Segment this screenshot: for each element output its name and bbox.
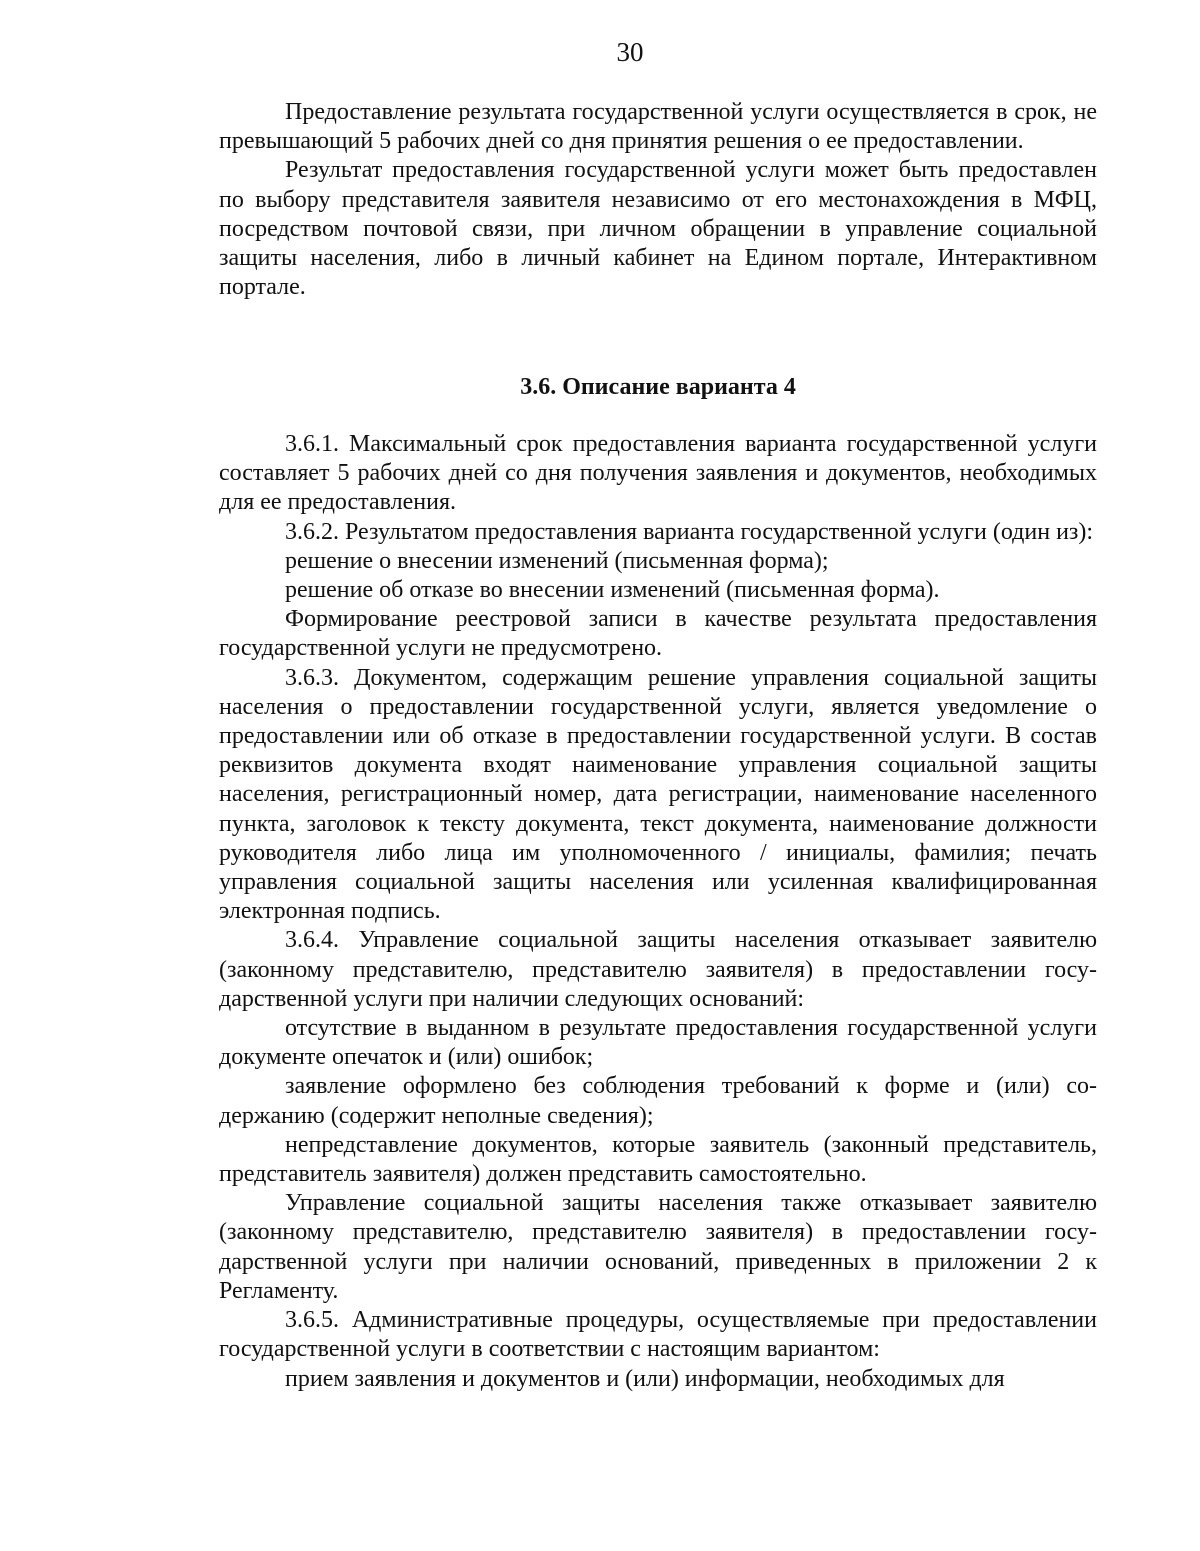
paragraph-result-delivery: Результат предоставления государственной услуги может быть предоставлен по выбору представителя заявителя независимо от его местонахождения в МФЦ, посредством почтовой связи, при личном обращении в управление социальной защиты населения, либо в личный кабинет на Едином портале, Интерактивном портале. [219,157,1097,301]
paragraph-additional-refusal: Управление социальной защиты населения также отказывает заявителю (законному представителю, представителю заявителя) в предоставлении государственной услуги при наличии оснований, приведенных в приложении 2 к Регламенту. [219,1190,1097,1304]
list-item-result-refusal: решение об отказе во внесении изменений (письменная форма). [285,577,940,604]
list-item-refusal-ground-3: непредставление документов, которые заявитель (законный представитель, представитель заявителя) должен представить самостоятельно. [219,1131,1097,1188]
list-item-refusal-ground-1: отсутствие в выданном в результате предоставления государственной услуги документе опечаток и (или) ошибок; [219,1015,1097,1071]
paragraph-registry-record: Формирование реестровой записи в качестве результата предоставления государственной услуги не предусмотрено. [219,606,1097,662]
intro-text-block [219,98,1097,302]
list-item-procedure-intake: прием заявления и документов и (или) информации, необходимых для [285,1365,1005,1392]
section-text-block [219,430,1097,1394]
paragraph-3-6-2: 3.6.2. Результатом предоставления варианта государственной услуги (один из): [285,518,1094,545]
paragraph-3-6-3: 3.6.3. Документом, содержащим решение управления социальной защиты населения о предоставлении государственной услуги, является уведомление о предоставлении или об отказе в предоставлении государственной услуги. В состав реквизитов документа входят наименование управления социальной защиты населения, регистрационный номер, дата регистрации, наименование населенного пункта, заголовок к тексту документа, текст документа, наименование должности руководителя либо лица им уполномоченного / инициалы, фамилия; печать управления социальной защиты населения или усиленная квалифицированная электронная подпись. [219,664,1097,925]
paragraph-3-6-5: 3.6.5. Административные процедуры, осуществляемые при предоставлении государственной услуги в соответствии с настоящим вариантом: [219,1307,1097,1363]
paragraph-3-6-4: 3.6.4. Управление социальной защиты населения отказывает заявителю (законному представителю, представителю заявителя) в предоставлении государственной услуги при наличии следующих оснований: [219,927,1097,1012]
paragraph-3-6-1: 3.6.1. Максимальный срок предоставления варианта государственной услуги составляет 5 рабочих дней со дня получения заявления и документов, необходимых для ее предоставления. [219,431,1097,516]
paragraph-result-deadline: Предоставление результата государственной услуги осуществляется в срок, не превышающий 5 рабочих дней со дня принятия решения о ее предоставлении. [219,99,1097,155]
section-heading: 3.6. Описание варианта 4 [520,374,796,400]
page-number: 30 [616,37,644,67]
list-item-result-decision: решение о внесении изменений (письменная форма); [285,547,829,574]
list-item-refusal-ground-2: заявление оформлено без соблюдения требований к форме и (или) содержанию (содержит неполные сведения); [219,1073,1097,1129]
